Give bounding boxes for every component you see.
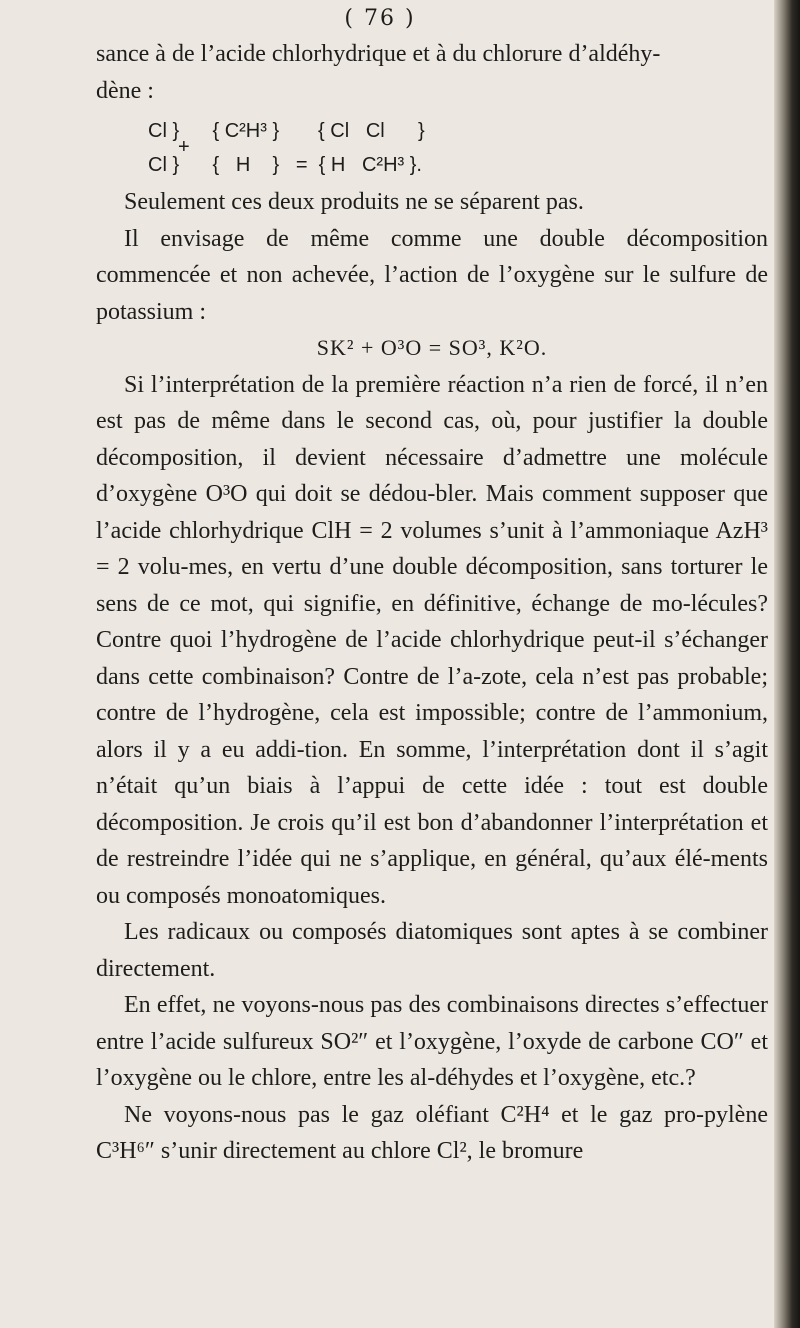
paragraph-6: Ne voyons-nous pas le gaz oléfiant C²H⁴ et le gaz pro-pylène C³H⁶″ s’unir directement au chlore Cl², le bromure bbox=[96, 1101, 768, 1164]
paragraph-1: Seulement ces deux produits ne se séparent pas. bbox=[124, 189, 584, 215]
equation-row-1: Cl } { C²H³ } { Cl Cl } bbox=[148, 120, 425, 142]
paragraph-2: Il envisage de même comme une double décomposition commencée et non achevée, l’action de l’oxygène sur le sulfure de potassium : bbox=[96, 225, 768, 325]
text-line: sance à de l’acide chlorhydrique et à du chlorure d’aldéhy- bbox=[96, 41, 661, 67]
paragraph-5: En effet, ne voyons-nous pas des combinaisons directes s’effectuer entre l’acide sulfureux SO²″ et l’oxygène, l’oxyde de carbone CO″ et l’oxygène ou le chlore, entre les al-déhydes et l’oxygène, etc.? bbox=[96, 992, 768, 1091]
page-number: ( 76 ) bbox=[344, 6, 416, 31]
page-binding-shadow bbox=[774, 0, 800, 1328]
equation-plus-sign: + bbox=[178, 136, 190, 158]
paragraph-3: Si l’interprétation de la première réaction n’a rien de forcé, il n’en est pas de même dans le second cas, où, pour justifier la double décomposition, il devient nécessaire d’admettre une molécule d’oxygène O³O qui doit se dédou-bler. Mais comment supposer que l’acide chlorhydrique ClH = 2 volumes s’unit à l’ammoniaque AzH³ = 2 volu-mes, en vertu d’une double décomposition, sans torturer le sens de ce mot, qui signifie, en définitive, échange de mo-lécules? Contre quoi l’hydrogène de l’acide chlorhydrique peut-il s’échanger dans cette combinaison? Contre de l’a-zote, cela n’est pas probable; contre de l’hydrogène, cela est impossible; contre de l’ammonium, alors il y a eu addi-tion. En somme, l’interprétation dont il s’agit n’était qu’un biais à l’appui de cette idée : tout est double décomposition. Je crois qu’il est bon d’abandonner l’interprétation et de restreindre l’idée qui ne s’applique, en général, qu’aux élé-ments ou composés monoatomiques. bbox=[96, 371, 768, 909]
chemical-equation bbox=[96, 109, 768, 184]
text-line: dène : bbox=[96, 77, 154, 104]
formula-line: SK² + O³O = SO³, K²O. bbox=[316, 335, 548, 360]
equation-row-2: Cl } { H } = { H C²H³ }. bbox=[148, 154, 422, 176]
paragraph-4: Les radicaux ou composés diatomiques sont aptes à se combiner directement. bbox=[96, 919, 768, 982]
body-text bbox=[96, 36, 768, 1170]
